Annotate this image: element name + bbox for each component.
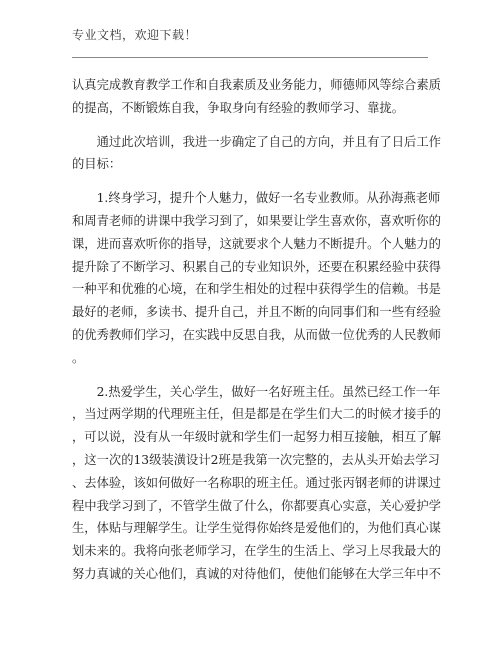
paragraph xyxy=(72,131,441,177)
paragraph xyxy=(72,381,441,586)
text-line: 生，体贴与理解学生。让学生觉得你始终是爱他们的，为他们真心谋 xyxy=(72,521,441,536)
text-line: ，这一次的13级装潢设计2班是我第一次完整的，去从头开始去学习 xyxy=(72,452,440,467)
text-line: 努力真诚的关心他们，真诚的对待他们，使他们能够在大学三年中不 xyxy=(72,566,441,581)
header-divider xyxy=(72,57,428,58)
text-line: 的优秀教师们学习，在实践中反思自我，从而做一位优秀的人民教师 xyxy=(72,327,441,342)
text-line: 1.终身学习，提升个人魅力，做好一名专业教师。从孙海燕老师 xyxy=(72,191,441,206)
text-line: ，可以说，没有从一年级时就和学生们一起努力相互接触，相互了解 xyxy=(72,430,441,445)
text-line: 和周青老师的讲课中我学习到了，如果要让学生喜欢你，喜欢听你的 xyxy=(72,213,441,228)
text-line: 2.热爱学生，关心学生，做好一名好班主任。虽然已经工作一年 xyxy=(72,384,441,399)
text-line: 课，进而喜欢听你的指导，这就要求个人魅力不断提升。个人魅力的 xyxy=(72,236,441,251)
text-line: 提升除了不断学习、积累自己的专业知识外，还要在积累经验中获得 xyxy=(72,259,441,274)
text-line: 一种平和优雅的心境，在和学生相处的过程中获得学生的信赖。书是 xyxy=(72,282,441,297)
paragraph xyxy=(72,187,441,369)
text-line: 、去体验，该如何做好一名称职的班主任。通过张丙钢老师的讲课过 xyxy=(72,475,441,490)
text-line: 的目标： xyxy=(72,157,122,172)
paragraph xyxy=(72,74,441,120)
text-line: 的提高，不断锻炼自我，争取身向有经验的教师学习、靠拢。 xyxy=(72,100,405,115)
text-line: 程中我学习到了，不管学生做了什么，你都要真心实意，关心爱护学 xyxy=(72,498,441,513)
text-line: 。 xyxy=(72,350,85,365)
text-line: 划未来的。我将向张老师学习，在学生的生活上、学习上尽我最大的 xyxy=(72,544,441,559)
text-line: ，当过两学期的代理班主任，但是都是在学生们大二的时候才接手的 xyxy=(72,407,441,422)
text-line: 最好的老师，多读书、提升自己，并且不断的向同事们和一些有经验 xyxy=(72,305,441,320)
text-line: 认真完成教育教学工作和自我素质及业务能力，师德师风等综合素质 xyxy=(72,78,441,92)
page-header: 专业文档，欢迎下载！ xyxy=(72,28,198,42)
document-body xyxy=(72,74,441,586)
text-line: 通过此次培训，我进一步确定了自己的方向，并且有了日后工作 xyxy=(72,134,441,149)
